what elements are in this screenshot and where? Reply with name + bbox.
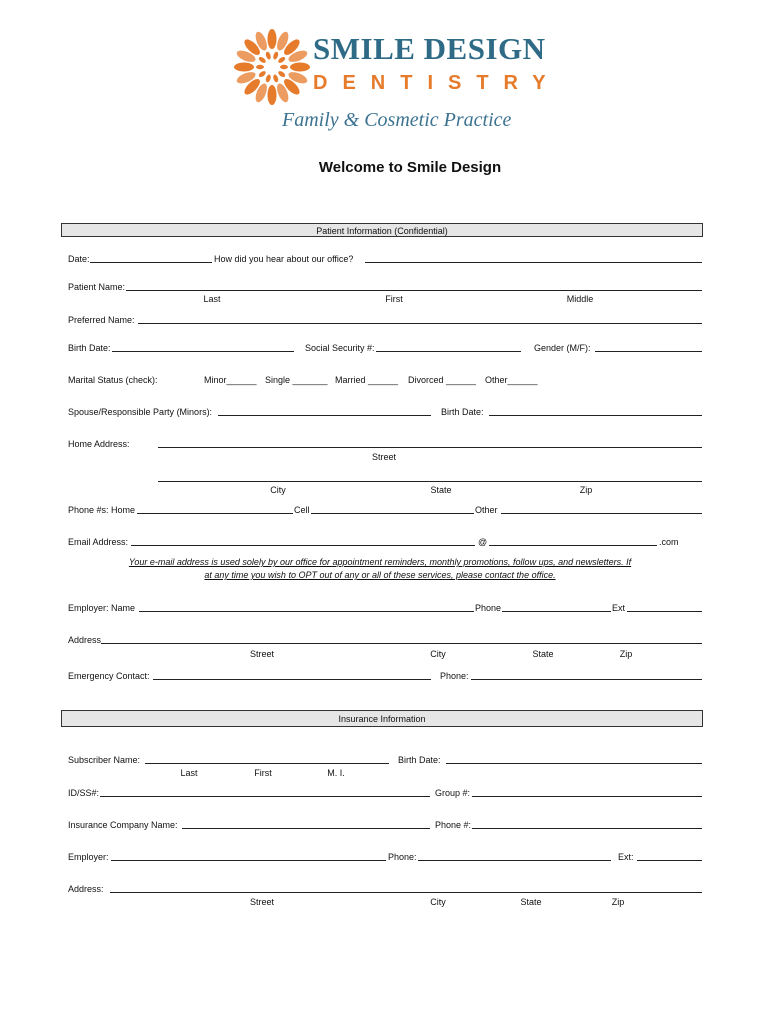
email-domain-field[interactable] xyxy=(489,545,657,546)
home-street-field[interactable] xyxy=(158,447,702,448)
emergency-phone-label: Phone: xyxy=(440,671,469,681)
email-note-line2: at any time you wish to OPT out of any or all of these services, please contact the office. xyxy=(204,570,556,580)
subscriber-name-label: Subscriber Name: xyxy=(68,755,141,765)
subscriber-mi-caption: M. I. xyxy=(327,768,345,778)
birth-date-label: Birth Date: xyxy=(68,343,111,353)
home-city-state-zip-field[interactable] xyxy=(158,481,702,482)
subscriber-birth-label: Birth Date: xyxy=(398,755,441,765)
employer-name-label: Employer: Name xyxy=(68,603,136,613)
email-user-field[interactable] xyxy=(131,545,475,546)
marital-option-minor[interactable]: Minor______ xyxy=(204,375,257,385)
ins-employer-label: Employer: xyxy=(68,852,109,862)
ins-employer-field[interactable] xyxy=(111,860,386,861)
ins-employer-ext-label: Ext: xyxy=(618,852,634,862)
ins-employer-phone-field[interactable] xyxy=(418,860,611,861)
insurance-section-header: Insurance Information xyxy=(61,710,703,727)
ins-employer-phone-label: Phone: xyxy=(388,852,417,862)
group-label: Group #: xyxy=(435,788,471,798)
phone-other-label: Other xyxy=(475,505,498,515)
insurance-company-field[interactable] xyxy=(182,828,430,829)
employer-street-caption: Street xyxy=(249,649,275,659)
employer-ext-field[interactable] xyxy=(627,611,702,612)
insurance-company-label: Insurance Company Name: xyxy=(68,820,178,830)
employer-name-field[interactable] xyxy=(139,611,474,612)
ins-state-caption: State xyxy=(520,897,542,907)
phone-home-label: Phone #s: Home xyxy=(68,505,136,515)
subscriber-birth-field[interactable] xyxy=(446,763,702,764)
preferred-name-label: Preferred Name: xyxy=(68,315,135,325)
employer-phone-field[interactable] xyxy=(502,611,611,612)
name-first-caption: First xyxy=(385,294,403,304)
employer-ext-label: Ext xyxy=(612,603,626,613)
phone-cell-label: Cell xyxy=(294,505,310,515)
email-at-sign: @ xyxy=(478,537,488,547)
spouse-birth-field[interactable] xyxy=(489,415,702,416)
subscriber-name-field[interactable] xyxy=(145,763,389,764)
employer-phone-label: Phone xyxy=(475,603,502,613)
spouse-label: Spouse/Responsible Party (Minors): xyxy=(68,407,213,417)
employer-address-label: Address xyxy=(68,635,102,645)
id-ss-field[interactable] xyxy=(100,796,430,797)
patient-name-label: Patient Name: xyxy=(68,282,126,292)
marital-label: Marital Status (check): xyxy=(68,375,158,385)
home-state-caption: State xyxy=(430,485,452,495)
ins-address-label: Address: xyxy=(68,884,104,894)
email-note xyxy=(90,556,670,582)
employer-address-field[interactable] xyxy=(101,643,702,644)
gender-field[interactable] xyxy=(595,351,702,352)
home-zip-caption: Zip xyxy=(579,485,593,495)
email-note-line1: Your e-mail address is used solely by our office for appointment reminders, monthly promotions, follow ups, and newsletters. If xyxy=(128,557,632,567)
subscriber-first-caption: First xyxy=(254,768,272,778)
ssn-field[interactable] xyxy=(376,351,521,352)
employer-state-caption: State xyxy=(532,649,554,659)
birth-date-field[interactable] xyxy=(112,351,294,352)
spouse-field[interactable] xyxy=(218,415,431,416)
date-field[interactable] xyxy=(90,262,212,263)
emergency-contact-field[interactable] xyxy=(153,679,431,680)
hear-field[interactable] xyxy=(365,262,702,263)
group-field[interactable] xyxy=(472,796,702,797)
gender-label: Gender (M/F): xyxy=(534,343,591,353)
marital-option-single[interactable]: Single _______ xyxy=(265,375,328,385)
ins-address-field[interactable] xyxy=(110,892,702,893)
subscriber-last-caption: Last xyxy=(180,768,198,778)
marital-option-other[interactable]: Other______ xyxy=(485,375,538,385)
emergency-contact-label: Emergency Contact: xyxy=(68,671,150,681)
name-middle-caption: Middle xyxy=(566,294,594,304)
preferred-name-field[interactable] xyxy=(138,323,702,324)
email-label: Email Address: xyxy=(68,537,129,547)
ssn-label: Social Security #: xyxy=(305,343,375,353)
home-street-caption: Street xyxy=(371,452,397,462)
logo-name-line1: SMILE DESIGN xyxy=(313,31,546,66)
hear-label: How did you hear about our office? xyxy=(214,254,354,264)
logo-tagline: Family & Cosmetic Practice xyxy=(282,109,512,131)
patient-name-field[interactable] xyxy=(126,290,702,291)
id-ss-label: ID/SS#: xyxy=(68,788,100,798)
employer-zip-caption: Zip xyxy=(619,649,633,659)
marital-option-divorced[interactable]: Divorced ______ xyxy=(408,375,477,385)
ins-street-caption: Street xyxy=(249,897,275,907)
logo-name-line2: DENTISTRY xyxy=(313,72,561,94)
emergency-phone-field[interactable] xyxy=(471,679,702,680)
home-address-label: Home Address: xyxy=(68,439,130,449)
phone-other-field[interactable] xyxy=(501,513,702,514)
ins-zip-caption: Zip xyxy=(611,897,625,907)
phone-home-field[interactable] xyxy=(137,513,293,514)
insurance-phone-field[interactable] xyxy=(472,828,702,829)
ins-city-caption: City xyxy=(430,897,446,907)
sunburst-flower-icon xyxy=(232,27,312,107)
home-city-caption: City xyxy=(270,485,286,495)
employer-city-caption: City xyxy=(430,649,446,659)
email-com-suffix: .com xyxy=(659,537,679,547)
insurance-phone-label: Phone #: xyxy=(435,820,472,830)
name-last-caption: Last xyxy=(203,294,221,304)
marital-option-married[interactable]: Married ______ xyxy=(335,375,399,385)
phone-cell-field[interactable] xyxy=(311,513,474,514)
spouse-birth-label: Birth Date: xyxy=(441,407,484,417)
ins-employer-ext-field[interactable] xyxy=(637,860,702,861)
date-label: Date: xyxy=(68,254,90,264)
page-title: Welcome to Smile Design xyxy=(318,159,502,176)
patient-section-header: Patient Information (Confidential) xyxy=(61,223,703,237)
